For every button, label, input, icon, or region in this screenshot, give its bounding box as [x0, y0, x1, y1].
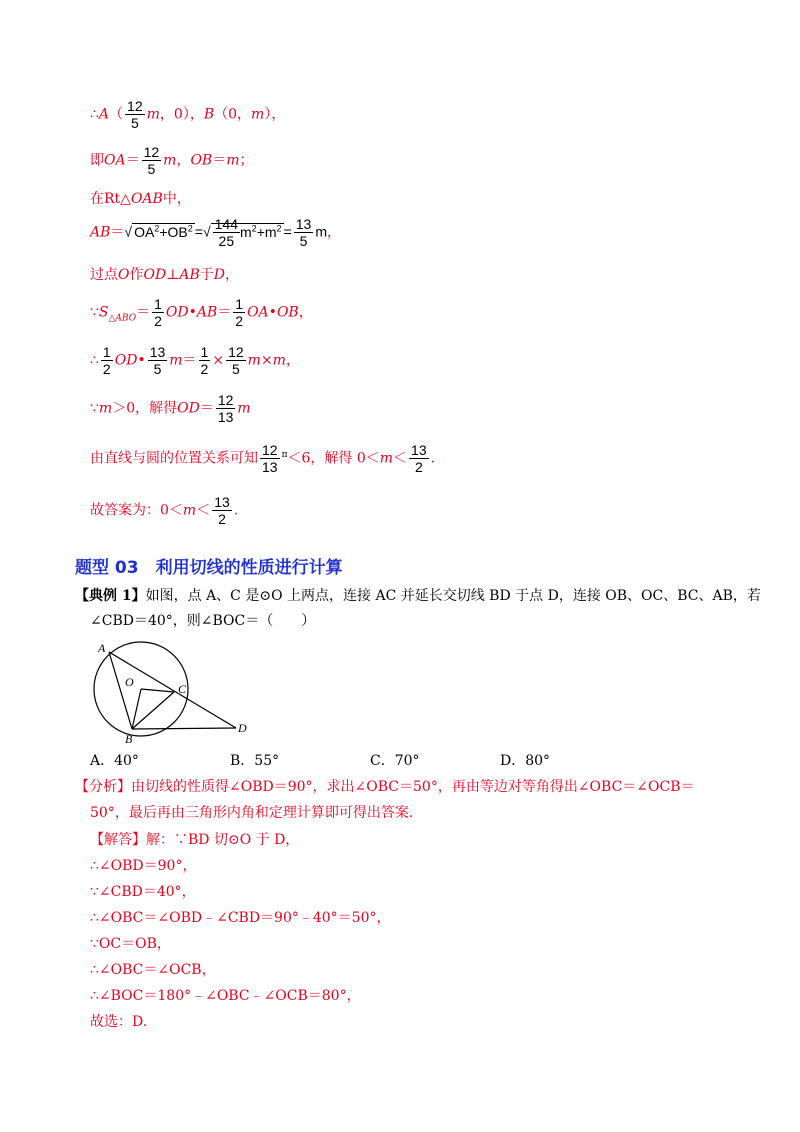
fraction: $\frac{1}{2}$: [235, 296, 244, 329]
fraction: $\frac{13}{5}$: [295, 216, 312, 249]
solution-line-ab-length: AB＝√ $OA^2+OB^2$ =√ $\frac{144}{25}$ $m^2+m^2$ = $\frac{13}{5}$ m，: [90, 216, 341, 250]
sqrt-expression-1: √ $OA^2+OB^2$: [124, 222, 193, 240]
example-line-1: 【典例 1】如图，点 A、C 是⊙O 上两点，连接 AC 并延长交切线 BD 于点 D，连接 OB、OC、BC、AB，若: [75, 588, 761, 604]
section-heading: 题型 03 利用切线的性质进行计算: [75, 558, 343, 578]
fraction: $\frac{12}{5}$: [127, 98, 143, 131]
fraction: $\frac{13}{5}$: [149, 344, 166, 377]
option-b[interactable]: B．55°: [230, 753, 280, 769]
solution-line-3: ∵∠CBD＝40°，: [90, 884, 196, 900]
analysis-line-1: 【分析】由切线的性质得∠OBD＝90°，求出∠OBC＝50°，再由等边对等角得出∠OBC＝∠OCB＝: [75, 779, 695, 795]
analysis-line-2: 50°，最后再由三角形内角和定理计算即可得出答案.: [90, 805, 414, 821]
solution-line-4: ∴∠OBC＝∠OBD﹣∠CBD＝90°﹣40°＝50°，: [90, 910, 391, 926]
solution-line-2: ∴∠OBD＝90°，: [90, 858, 197, 874]
fraction: $\frac{12}{13}$: [217, 392, 234, 425]
segment-bd: [132, 728, 236, 729]
solution-line-equation: ∴ $\frac{1}{2}$ OD• $\frac{13}{5}$ m＝ $\frac{1}{2}$ × $\frac{12}{5}$ m×m，: [90, 344, 300, 377]
fraction: $\frac{13}{2}$: [214, 494, 230, 527]
fraction: $\frac{1}{2}$: [102, 344, 111, 377]
label-o: O: [125, 675, 134, 689]
solution-line-answer: 故答案为：0＜m＜ $\frac{13}{2}$ .: [90, 494, 239, 527]
solution-line-perpendicular: 过点O作OD⊥AB于D，: [90, 267, 239, 283]
solution-line-8: 故选：D.: [90, 1014, 148, 1030]
label-d: D: [238, 721, 247, 735]
fraction: $\frac{12}{13}$: [262, 442, 278, 475]
solution-line-triangle: 在Rt△OAB中，: [90, 191, 191, 207]
solution-line-coordinates: ∴A（ $\frac{12}{5}$ m，0），B（0，m），: [90, 98, 286, 131]
label-c: C: [178, 682, 187, 696]
label-b: B: [125, 732, 133, 746]
solution-line-lengths: 即OA＝ $\frac{12}{5}$ m，OB＝m；: [90, 144, 254, 177]
answer-options: [90, 752, 550, 770]
fraction: $\frac{1}{2}$: [154, 296, 162, 329]
option-c[interactable]: C．70°: [370, 753, 420, 769]
segment-oc: [141, 689, 174, 692]
option-d[interactable]: D．80°: [500, 753, 551, 769]
solution-line-position: 由直线与圆的位置关系可知 $\frac{12}{13}$ $^\pi$＜6，解得 0＜m＜ $\frac{13}{2}$ .: [90, 442, 436, 475]
solution-line-6: ∴∠OBC＝∠OCB，: [90, 962, 216, 978]
label-a: A: [98, 641, 106, 655]
solution-line-7: ∴∠BOC＝180°﹣∠OBC﹣∠OCB＝80°，: [90, 988, 361, 1004]
solution-line-1: 【解答】解：∵BD 切⊙O 于 D，: [90, 832, 300, 848]
fraction: $\frac{12}{5}$: [228, 344, 244, 377]
sqrt-expression-2: √ $\frac{144}{25}$ $m^2+m^2$: [202, 216, 282, 250]
geometry-figure: [84, 636, 264, 746]
option-a[interactable]: A．40°: [90, 753, 139, 769]
fraction: $\frac{12}{5}$: [143, 144, 160, 177]
solution-line-od: ∵m＞0，解得OD＝ $\frac{12}{13}$ m: [90, 392, 251, 425]
solution-line-5: ∵OC＝OB，: [90, 936, 171, 952]
fraction: $\frac{13}{2}$: [411, 442, 427, 475]
segment-bc: [132, 692, 174, 729]
solution-line-area: $\because S_{\triangle ABO}=$ $\frac{1}{2}$ OD•AB＝ $\frac{1}{2}$ OA•OB，: [90, 296, 313, 329]
fraction: $\frac{1}{2}$: [200, 344, 209, 377]
example-line-2: ∠CBD＝40°，则∠BOC＝（ ）: [90, 613, 316, 629]
